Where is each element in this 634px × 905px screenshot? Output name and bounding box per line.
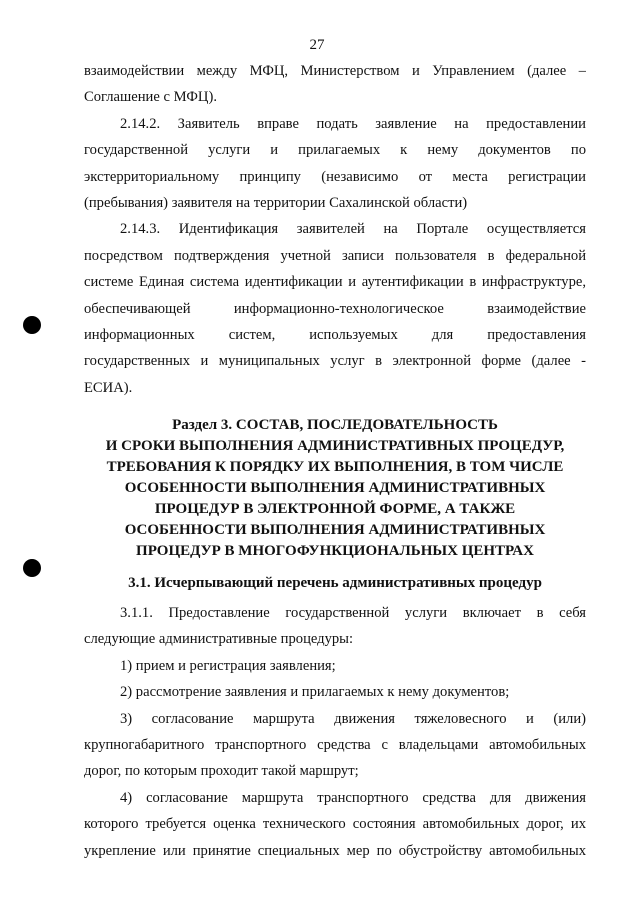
text-line: государственной услуги и прилагаемых к нему документов по xyxy=(84,142,586,159)
text-line: укрепление или принятие специальных мер по обустройству автомобильных xyxy=(84,842,586,859)
text-line: Соглашение с МФЦ). xyxy=(84,89,217,106)
list-item-3 xyxy=(84,706,586,785)
subsection-3-1-heading: 3.1. Исчерпывающий перечень административных процедур xyxy=(128,575,542,592)
heading-line: ОСОБЕННОСТИ ВЫПОЛНЕНИЯ АДМИНИСТРАТИВНЫХ xyxy=(124,522,546,539)
heading-line: ТРЕБОВАНИЯ К ПОРЯДКУ ИХ ВЫПОЛНЕНИЯ, В ТОМ ЧИСЛЕ xyxy=(106,459,564,476)
section-3-heading xyxy=(84,415,586,562)
text-line: 1) прием и регистрация заявления; xyxy=(120,657,336,674)
list-item-4 xyxy=(84,785,586,864)
heading-line: Раздел 3. СОСТАВ, ПОСЛЕДОВАТЕЛЬНОСТЬ xyxy=(172,417,498,434)
text-line: 3.1.1. Предоставление государственной услуги включает в себя xyxy=(120,605,586,622)
text-line: которого требуется оценка технического состояния автомобильных дорог, их xyxy=(84,816,586,833)
text-line: информационных систем, используемых для предоставления xyxy=(84,326,586,343)
list-item-2 xyxy=(84,679,586,705)
text-line: 2.14.2. Заявитель вправе подать заявление на предоставлении xyxy=(120,115,586,132)
punch-hole-bottom xyxy=(23,559,41,577)
text-line: ЕСИА). xyxy=(84,379,133,396)
heading-line: И СРОКИ ВЫПОЛНЕНИЯ АДМИНИСТРАТИВНЫХ ПРОЦЕДУР, xyxy=(105,438,565,455)
text-line: крупногабаритного транспортного средства с владельцами автомобильных xyxy=(84,737,586,754)
paragraph-agreement-continuation xyxy=(84,58,586,111)
text-line: следующие административные процедуры: xyxy=(84,631,354,648)
paragraph-2-14-2 xyxy=(84,111,586,217)
text-line: экстерриториальному принципу (независимо от места регистрации xyxy=(84,168,586,185)
text-line: государственных и муниципальных услуг в электронной форме (далее - xyxy=(84,353,586,370)
text-line: обеспечивающей информационно-технологическое взаимодействие xyxy=(84,300,586,317)
document-body xyxy=(84,58,586,864)
heading-line: ПРОЦЕДУР В МНОГОФУНКЦИОНАЛЬНЫХ ЦЕНТРАХ xyxy=(136,543,534,560)
text-line: 3) согласование маршрута движения тяжеловесного и (или) xyxy=(120,710,586,727)
page-number: 27 xyxy=(309,37,325,53)
text-line: системе Единая система идентификации и аутентификации в инфраструктуре, xyxy=(84,274,586,291)
text-line: взаимодействии между МФЦ, Министерством и Управлением (далее – xyxy=(84,63,586,79)
paragraph-2-14-3 xyxy=(84,216,586,401)
text-line: 2.14.3. Идентификация заявителей на Портале осуществляется xyxy=(120,221,586,238)
text-line: 4) согласование маршрута транспортного средства для движения xyxy=(120,789,586,806)
heading-line: ПРОЦЕДУР В ЭЛЕКТРОННОЙ ФОРМЕ, А ТАКЖЕ xyxy=(154,501,516,518)
punch-hole-top xyxy=(23,316,41,334)
paragraph-3-1-1 xyxy=(84,600,586,653)
text-line: 2) рассмотрение заявления и прилагаемых к нему документов; xyxy=(120,684,510,701)
text-line: посредством подтверждения учетной записи пользователя в федеральной xyxy=(84,247,586,264)
heading-line: ОСОБЕННОСТИ ВЫПОЛНЕНИЯ АДМИНИСТРАТИВНЫХ xyxy=(124,480,546,497)
list-item-1 xyxy=(84,653,586,679)
text-line: (пребывания) заявителя на территории Сахалинской области) xyxy=(84,194,468,211)
text-line: дорог, по которым проходит такой маршрут; xyxy=(84,763,359,780)
